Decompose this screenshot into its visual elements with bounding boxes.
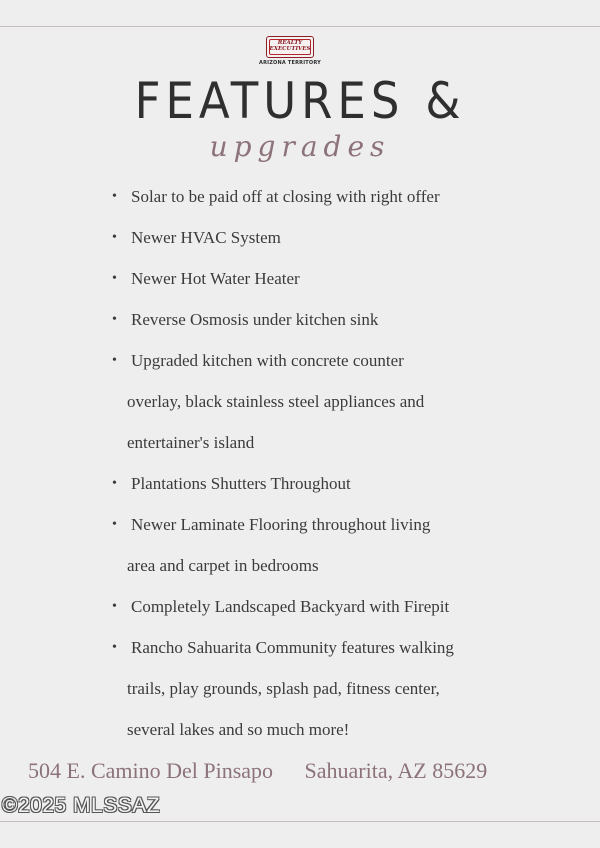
logo-line1: REALTY	[277, 40, 303, 46]
feature-item: • Upgraded kitchen with concrete counter	[110, 340, 530, 381]
logo-badge	[266, 36, 314, 58]
feature-item-continuation: entertainer's island	[127, 433, 255, 452]
feature-item: • Newer Hot Water Heater	[110, 258, 530, 299]
logo-line2: EXECUTIVES	[269, 46, 311, 52]
copyright-watermark: ©2025 MLSSAZ	[2, 794, 161, 817]
feature-item: • Completely Landscaped Backyard with Firepit	[110, 586, 530, 627]
page-title	[0, 72, 600, 130]
feature-item: • Plantations Shutters Throughout	[110, 463, 530, 504]
feature-item: • Newer Laminate Flooring throughout living	[110, 504, 530, 545]
title-ampersand: &	[425, 72, 466, 130]
feature-item: • Reverse Osmosis under kitchen sink	[110, 299, 530, 340]
feature-item-continuation: trails, play grounds, splash pad, fitness center,	[127, 679, 440, 698]
top-divider	[0, 26, 600, 27]
property-address	[28, 758, 588, 784]
logo-wordmark	[267, 40, 313, 52]
feature-item-continuation: overlay, black stainless steel appliances and	[127, 392, 425, 411]
feature-item: • Solar to be paid off at closing with right offer	[110, 176, 530, 217]
address-street: 504 E. Camino Del Pinsapo	[28, 758, 274, 783]
bottom-divider	[0, 821, 600, 822]
page-subtitle: upgrades	[209, 130, 391, 163]
feature-item: • Newer HVAC System	[110, 217, 530, 258]
realty-executives-logo	[258, 36, 322, 70]
logo-subtitle: ARIZONA TERRITORY	[259, 60, 321, 66]
title-text: FEATURES	[134, 72, 405, 130]
feature-item-continuation: several lakes and so much more!	[127, 720, 350, 739]
feature-item: • Rancho Sahuarita Community features walking	[110, 627, 530, 668]
feature-item-continuation: area and carpet in bedrooms	[127, 556, 319, 575]
features-list	[110, 176, 530, 750]
address-city: Sahuarita, AZ 85629	[304, 758, 488, 783]
